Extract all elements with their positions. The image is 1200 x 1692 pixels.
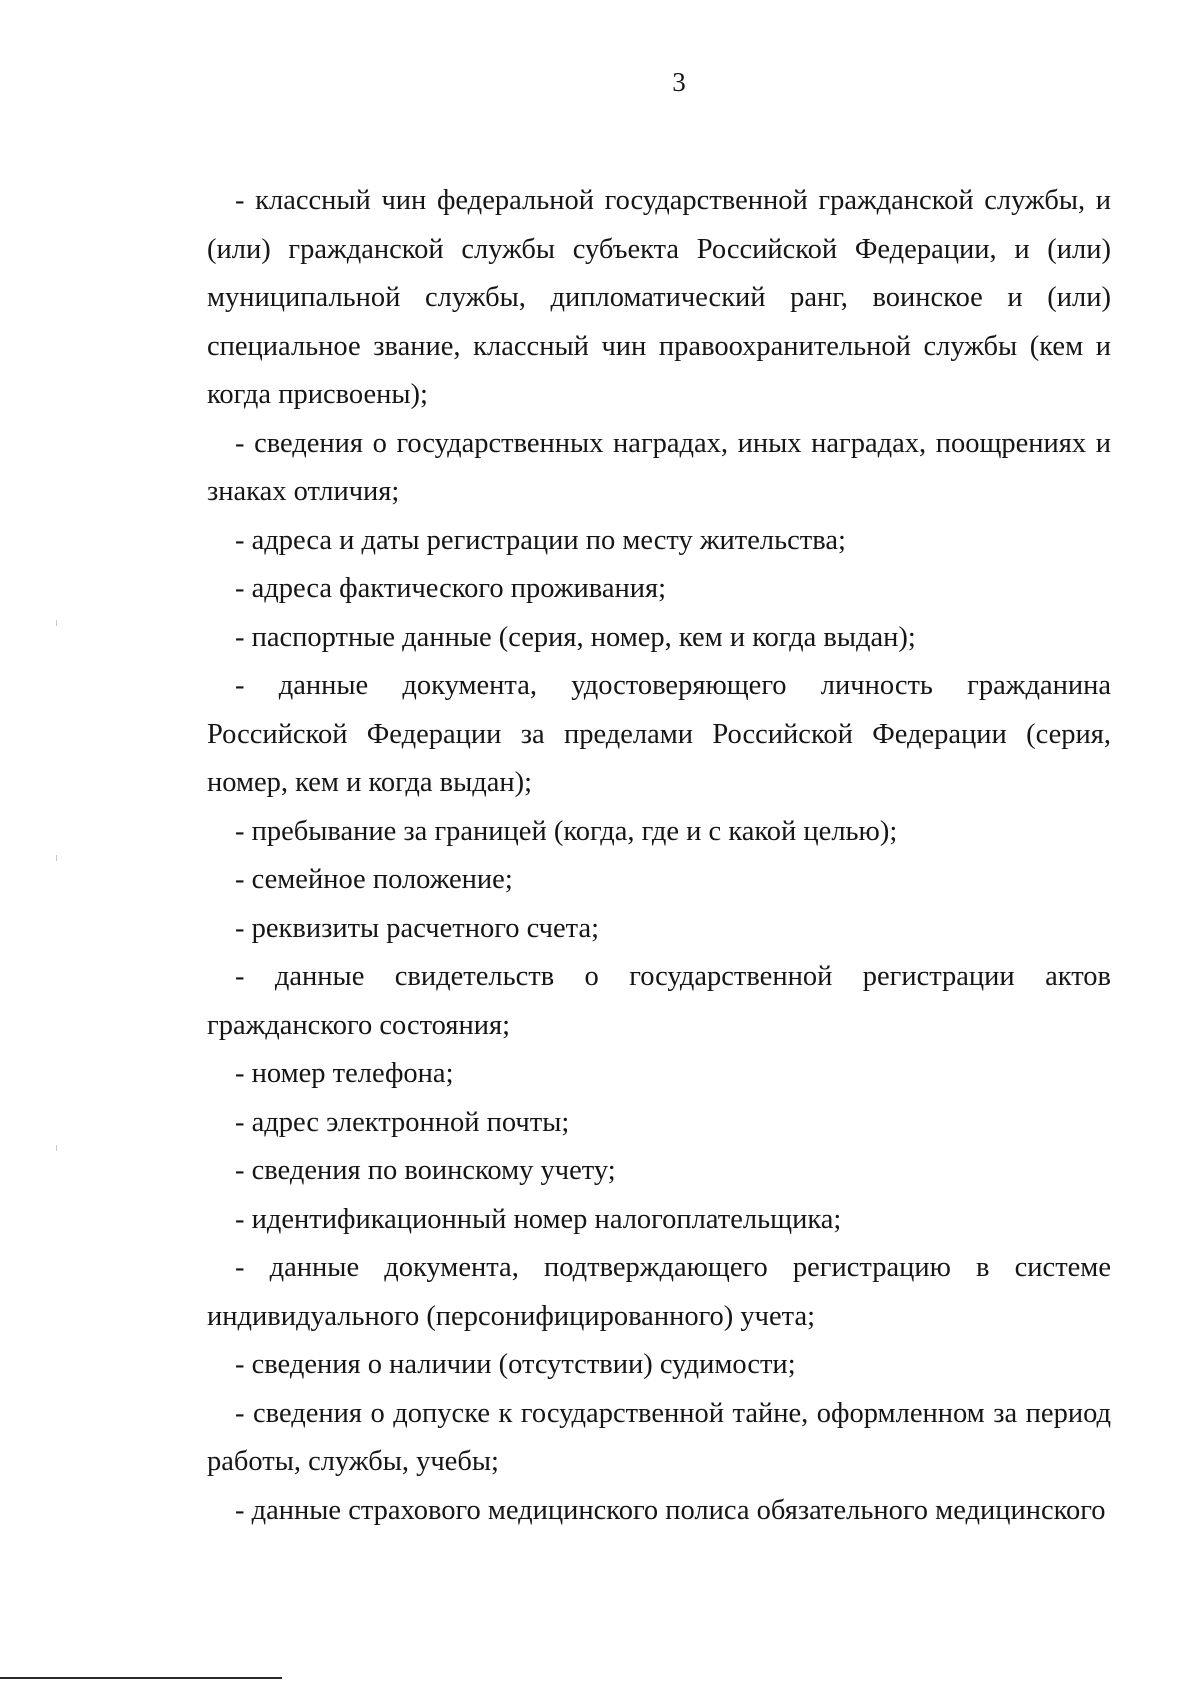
personal-data-list: [207, 177, 1111, 1535]
list-item-awards: - сведения о государственных наградах, иных наградах, поощрениях и знаках отличия;: [207, 427, 1111, 507]
list-item-individual-accounting: - данные документа, подтверждающего регистрацию в системе индивидуального (персонифицированного) учета;: [207, 1252, 1111, 1332]
list-item-military-registration: - сведения по воинскому учету;: [235, 1155, 616, 1186]
list-item-civil-status-certificates: - данные свидетельств о государственной регистрации актов гражданского состояния;: [207, 961, 1111, 1041]
list-item-passport-data: - паспортные данные (серия, номер, кем и когда выдан);: [235, 621, 916, 653]
list-item-class-rank: - классный чин федеральной государственной гражданской службы, и (или) гражданской службы субъекта Российской Федерации, и (или) муниципальной службы, дипломатический ранг, воинское и (или) специальное звание, классный чин правоохранительной службы (кем и когда присвоены);: [207, 185, 1111, 410]
list-item-foreign-passport: - данные документа, удостоверяющего личность гражданина Российской Федерации за пределами Российской Федерации (серия, номер, кем и когда выдан);: [207, 670, 1111, 798]
scan-edge-line: [0, 1677, 282, 1679]
list-item-phone-number: - номер телефона;: [235, 1058, 454, 1089]
list-item-state-secret-clearance: - сведения о допуске к государственной тайне, оформленном за период работы, службы, учебы;: [207, 1397, 1111, 1477]
scan-speck: [56, 855, 57, 861]
list-item-criminal-record: - сведения о наличии (отсутствии) судимости;: [235, 1349, 796, 1380]
list-item-medical-insurance: - данные страхового медицинского полиса обязательного медицинского: [235, 1494, 1106, 1526]
list-item-tax-id: - идентификационный номер налогоплательщика;: [235, 1203, 842, 1235]
scan-speck: [56, 1145, 57, 1151]
list-item-stay-abroad: - пребывание за границей (когда, где и с какой целью);: [235, 815, 898, 847]
scan-speck: [56, 620, 57, 626]
list-item-email: - адрес электронной почты;: [235, 1106, 570, 1138]
page-number: 3: [672, 67, 686, 97]
list-item-registration-address: - адреса и даты регистрации по месту жительства;: [235, 524, 846, 556]
list-item-actual-address: - адреса фактического проживания;: [235, 573, 667, 604]
list-item-marital-status: - семейное положение;: [235, 864, 513, 895]
list-item-bank-account: - реквизиты расчетного счета;: [235, 912, 600, 944]
